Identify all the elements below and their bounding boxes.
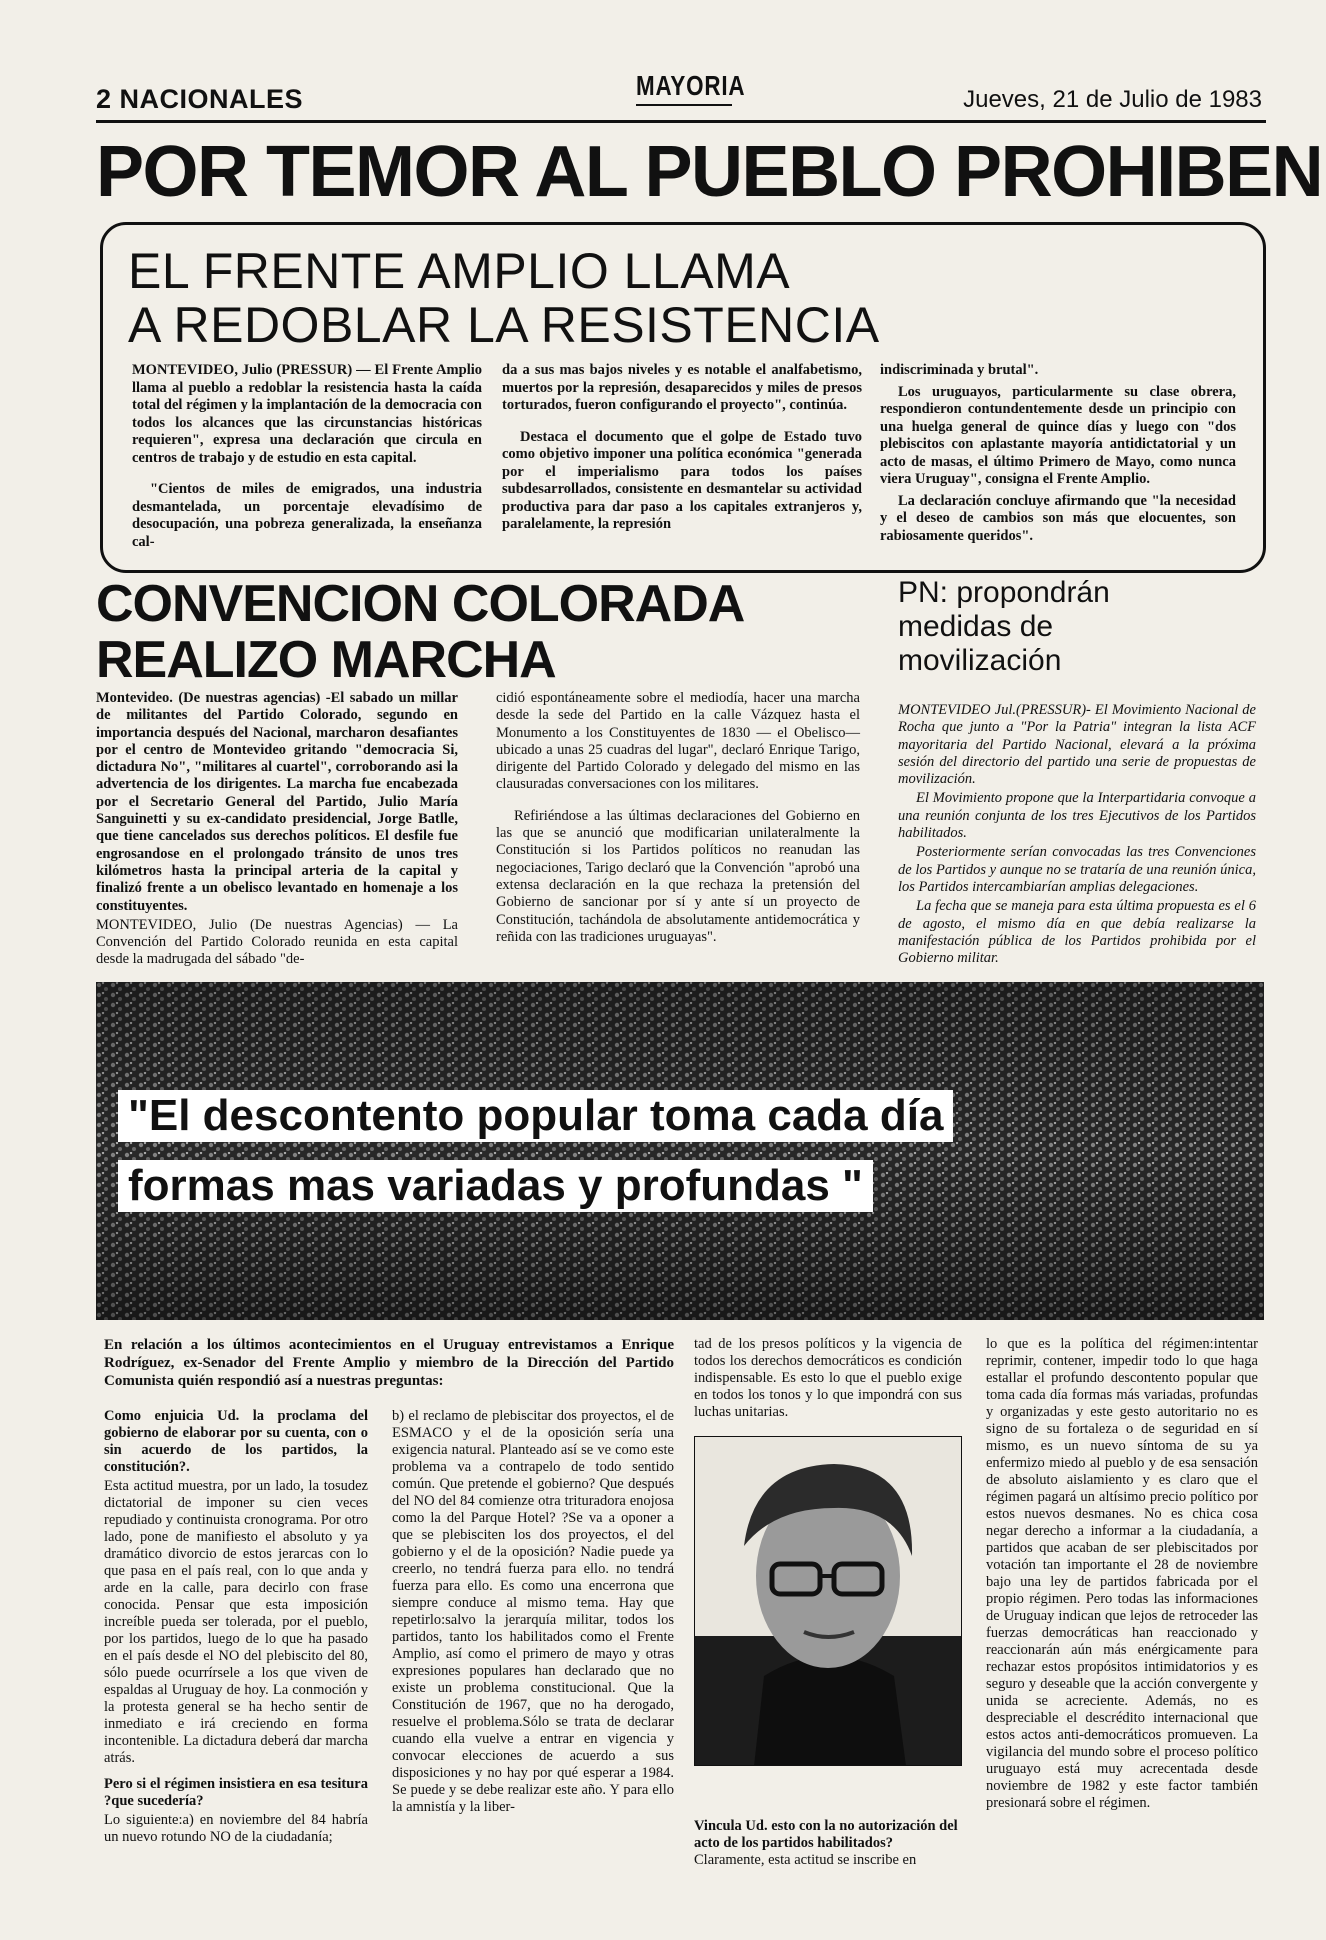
frente-column-3 — [880, 362, 1236, 554]
frente-title-line2: A REDOBLAR LA RESISTENCIA — [128, 297, 880, 353]
issue-date: Jueves, 21 de Julio de 1983 — [963, 86, 1262, 113]
frente-column-1 — [132, 362, 482, 560]
frente-amplio-title — [128, 244, 880, 352]
frente-col2-p2: Destaca el documento que el golpe de Estado tuvo como objetivo imponer una política económica "generada por el imperialismo para todos los países subdesarrollados, consistente en desmantelar su actividad productiva para dar paso a los capitales extranjeros y, paralelamente, la represión — [502, 428, 862, 532]
convencion-title-line1: CONVENCION COLORADA — [96, 575, 745, 633]
frente-col3-p3: La declaración concluye afirmando que "la necesidad y el deseo de cambios son más que elocuentes, son rabiosamente queridos". — [880, 492, 1236, 544]
frente-col1-p2: "Cientos de miles de emigrados, una industria desmantelada, un porcentaje elevadísimo de desocupación, una pobreza generalizada, la enseñanza cal- — [132, 481, 482, 550]
convencion-lead: Montevideo. (De nuestras agencias) -El sabado un millar de militantes del Partido Colorado, segundo en importancia después del Nacional, marcharon desafiantes por el centro de Montevideo gritando "democracia Si, dictadura No", "militares al cuartel", corroborando asi la advertencia de los dirigentes. La marcha fue encabezada por el Secretario General del Partido, Julio María Sanguinetti y su ex-candidato presidencial, Jorge Batlle, que tiene cancelados sus derechos políticos. El desfile fue engrosandose en el prolongado tránsito de unos tres kilómetros hasta la principal arteria de la capital y finalizó frente a un obelisco levantado en homenaje a los constituyentes. — [96, 690, 458, 914]
convencion-title-line2: REALIZO MARCHA — [96, 631, 556, 689]
interview-column-1 — [104, 1408, 368, 1855]
convencion-column-1 — [96, 690, 458, 978]
pn-column — [898, 702, 1256, 976]
interview-intro: En relación a los últimos acontecimientos en el Uruguay entrevistamos a Enrique Rodríguez, ex-Senador del Frente Amplio y miembro de la Dirección del Partido Comunista quién respondió así a nuestras preguntas: — [104, 1337, 674, 1389]
frente-column-2 — [502, 362, 862, 543]
header-rule — [96, 120, 1266, 123]
pn-headline: PN: propondrán medidas de movilización — [898, 576, 1110, 677]
pn-p3: Posteriormente serían convocadas las tres Convenciones de los Partidos y aunque no se trataría de una reunión única, los Partidos intercambiarían amplias delegaciones. — [898, 844, 1256, 895]
pn-p2: El Movimiento propone que la Interpartidaria convoque a una reunión conjunta de los tres Ejecutivos de los Partidos habilitados. — [898, 790, 1256, 842]
interview-q1: Como enjuicia Ud. la proclama del gobierno de elaborar por su cuenta, con o sin acuerdo de los partidos, la constitución?. — [104, 1408, 368, 1475]
interview-col2: b) el reclamo de plebiscitar dos proyectos, el de ESMACO y el de la oposición sería una exigencia natural. Planteado así se ve como este problema va a contrapelo de todo sentido común. Que pretende el gobierno? Que después del NO del 84 comienze otra trituradora enojosa como la del Parque Hotel? ?Se va a oponer a que se plebisciten los dos proyectos, el del gobierno y el de la oposición? Nadie puede ya creerlo, no tendrá fuerza para ello. no tendrá fuerza para ello. Es como una encerrona que siempre conduce al mismo tema. Hay que repetirlo:salvo la jerarquía militar, todos los partidos, tanto los habilitados como el Frente Amplio, así como el primero de mayo y otras expresiones populares han declarado que no existe un problema constitucional. Que la Constitución de 1967, que no ha derogado, resuelve el problema.Sólo se trata de declarar cuando ella vuelve a entrar en vigencia y convocar elecciones de acuerdo a sus disposiciones y no hay por qué esperar a 1984. Se puede y se debe realizar este año. Y para ello la amnistía y la liber- — [392, 1408, 674, 1815]
masthead-logo: MAYORIA — [636, 70, 732, 106]
section-label: 2 NACIONALES — [96, 84, 304, 114]
interview-column-4 — [986, 1336, 1258, 1821]
caption-question: Vincula Ud. esto con la no autorización del acto de los partidos habilitados? — [694, 1818, 958, 1851]
caption-answer: Claramente, esta actitud se inscribe en — [694, 1852, 917, 1868]
convencion-column-2 — [496, 690, 860, 955]
crowd-photo — [96, 982, 1264, 1320]
interview-q2: Pero si el régimen insistiera en esa tesitura ?que sucedería? — [104, 1776, 368, 1809]
interview-a2: Lo siguiente:a) en noviembre del 84 habría un nuevo rotundo NO de la ciudadanía; — [104, 1812, 368, 1845]
quote-line-1: "El descontento popular toma cada día — [118, 1090, 953, 1142]
convencion-col1-p2: MONTEVIDEO, Julio (De nuestras Agencias) — La Convención del Partido Colorado reunida en esta capital desde la madrugada del sábado "de- — [96, 916, 458, 968]
frente-col1-p1: MONTEVIDEO, Julio (PRESSUR) — El Frente Amplio llama al pueblo a redoblar la resistencia hasta la caída total del régimen y la implantación de la democracia con todos los alcances que las circunstancias históricas requieren", expresa una declaración que circula en centros de trabajo y de estudio en esta capital. — [132, 362, 482, 466]
interview-a1: Esta actitud muestra, por un lado, la tosudez dictatorial de imponer su cien veces repudiado y continuista cronograma. Por otro lado, pone de manifiesto el absoluto y ya dramático divorcio de estos jerarcas con lo que pasa en el país real, con lo que anda y arde en la calle, para decirlo con frase conocida. Pensar que esta imposición increíble pueda ser tolerada, por el pueblo, por los partidos, luego de lo que ha pasado en el país desde el NO del plebiscito del 80, sólo puede ocurrírsele a los que viven de espaldas al Uruguay de hoy. La conmoción y la protesta general se ha hecho sentir de inmediato e irá creciendo en forma incontenible. La dictadura deberá dar marcha atrás. — [104, 1478, 368, 1766]
interview-col4: lo que es la política del régimen:intentar reprimir, contener, impedir todo lo que haga estallar el profundo descontento popular que toma cada día formas más variadas, profundas y organizadas y este gesto autoritario no es signo de su fortaleza o de seguridad en sí mismo, es un nuevo síntoma de su ya enfermizo miedo al pueblo y de esa sensación de absoluto aislamiento y es claro que el régimen pagará un altísimo precio político por estos nuevos desmanes. No es chica cosa negar derecho a informar a la ciudadanía, a partidos que acaban de ser plebiscitados por votación tan importante el 28 de noviembre bajo una ley de partidos fabricada por el propio régimen. Pero todas las informaciones de Uruguay indican que lejos de retroceder las fuerzas democráticas han reaccionado y reaccionarán aún más enérgicamente para rechazar estos propósitos intimidatorios y es seguro y deseable que la acción convergente y unida se acreciente. Además, no es despreciable el descrédito internacional que estos actos anti-democráticos promueven. La vigilancia del mundo sobre el proceso político uruguayo está muy acrecentada desde noviembre de 1982 y este factor también presionará sobre el régimen. — [986, 1336, 1258, 1811]
pn-p4: La fecha que se maneja para esta última propuesta es el 6 de agosto, el mismo día en que debía realizarse la manifestación pública de los Partidos prohibida por el Gobierno militar. — [898, 898, 1256, 967]
interview-col3-top: tad de los presos políticos y la vigencia de todos los derechos democráticos es condición indispensable. Es esto lo que el pueblo exige en todos los tonos y lo que impondrá con sus luchas unitarias. — [694, 1336, 962, 1420]
convencion-headline — [96, 576, 744, 688]
portrait-caption — [694, 1818, 962, 1869]
frente-title-line1: EL FRENTE AMPLIO LLAMA — [128, 243, 791, 299]
quote-line-2: formas mas variadas y profundas " — [118, 1160, 873, 1212]
interview-column-2 — [392, 1408, 674, 1825]
convencion-col2-p1: cidió espontáneamente sobre el mediodía, hacer una marcha desde la sede del Partido en la calle Vázquez hasta el Monumento a los Constituyentes de 1830 — el Obelisco— ubicado a unas 25 cuadras del lugar", declaró Enrique Tarigo, dirigente del Partido Colorado y delegado del mismo en las clausuradas conversaciones con los militares. — [496, 690, 860, 793]
portrait-photo — [694, 1436, 962, 1766]
convencion-col2-p2: Refiriéndose a las últimas declaraciones del Gobierno en las que se anunció que modificarian unilateralmente la Constitución si los Partidos políticos no reanudan las negociaciones, Tarigo declaró que la Convención "aprobó una extensa declaración en la que rechaza la pretensión del Gobierno de sancionar por sí y ante sí un proyecto de Constitución, tachándola de absolutamente antidemocrática y reñida con las tradiciones uruguayas". — [496, 807, 860, 945]
frente-col2-p1: da a sus mas bajos niveles y es notable el analfabetismo, muertos por la represión, desaparecidos y miles de presos torturados, fueron configurando el proyecto", continúa. — [502, 362, 862, 413]
main-headline: POR TEMOR AL PUEBLO PROHIBEN — [96, 132, 1323, 212]
frente-col3-p2: Los uruguayos, particularmente su clase obrera, respondieron contundentemente desde un principio con una huelga general de quince días y luego con "dos plebiscitos con aplastante mayoría antidictatorial y un acto de masas, el último Primero de Mayo, como nunca viera Uruguay", consigna el Frente Amplio. — [880, 383, 1236, 487]
pn-p1: MONTEVIDEO Jul.(PRESSUR)- El Movimiento Nacional de Rocha que junto a "Por la Patria" integran la lista ACF mayoritaria del Partido Nacional, elevará a la próxima sesión del directorio del partido una serie de propuestas de movilización. — [898, 702, 1256, 788]
interview-column-3 — [694, 1336, 962, 1430]
frente-col3-p1: indiscriminada y brutal". — [880, 362, 1039, 378]
